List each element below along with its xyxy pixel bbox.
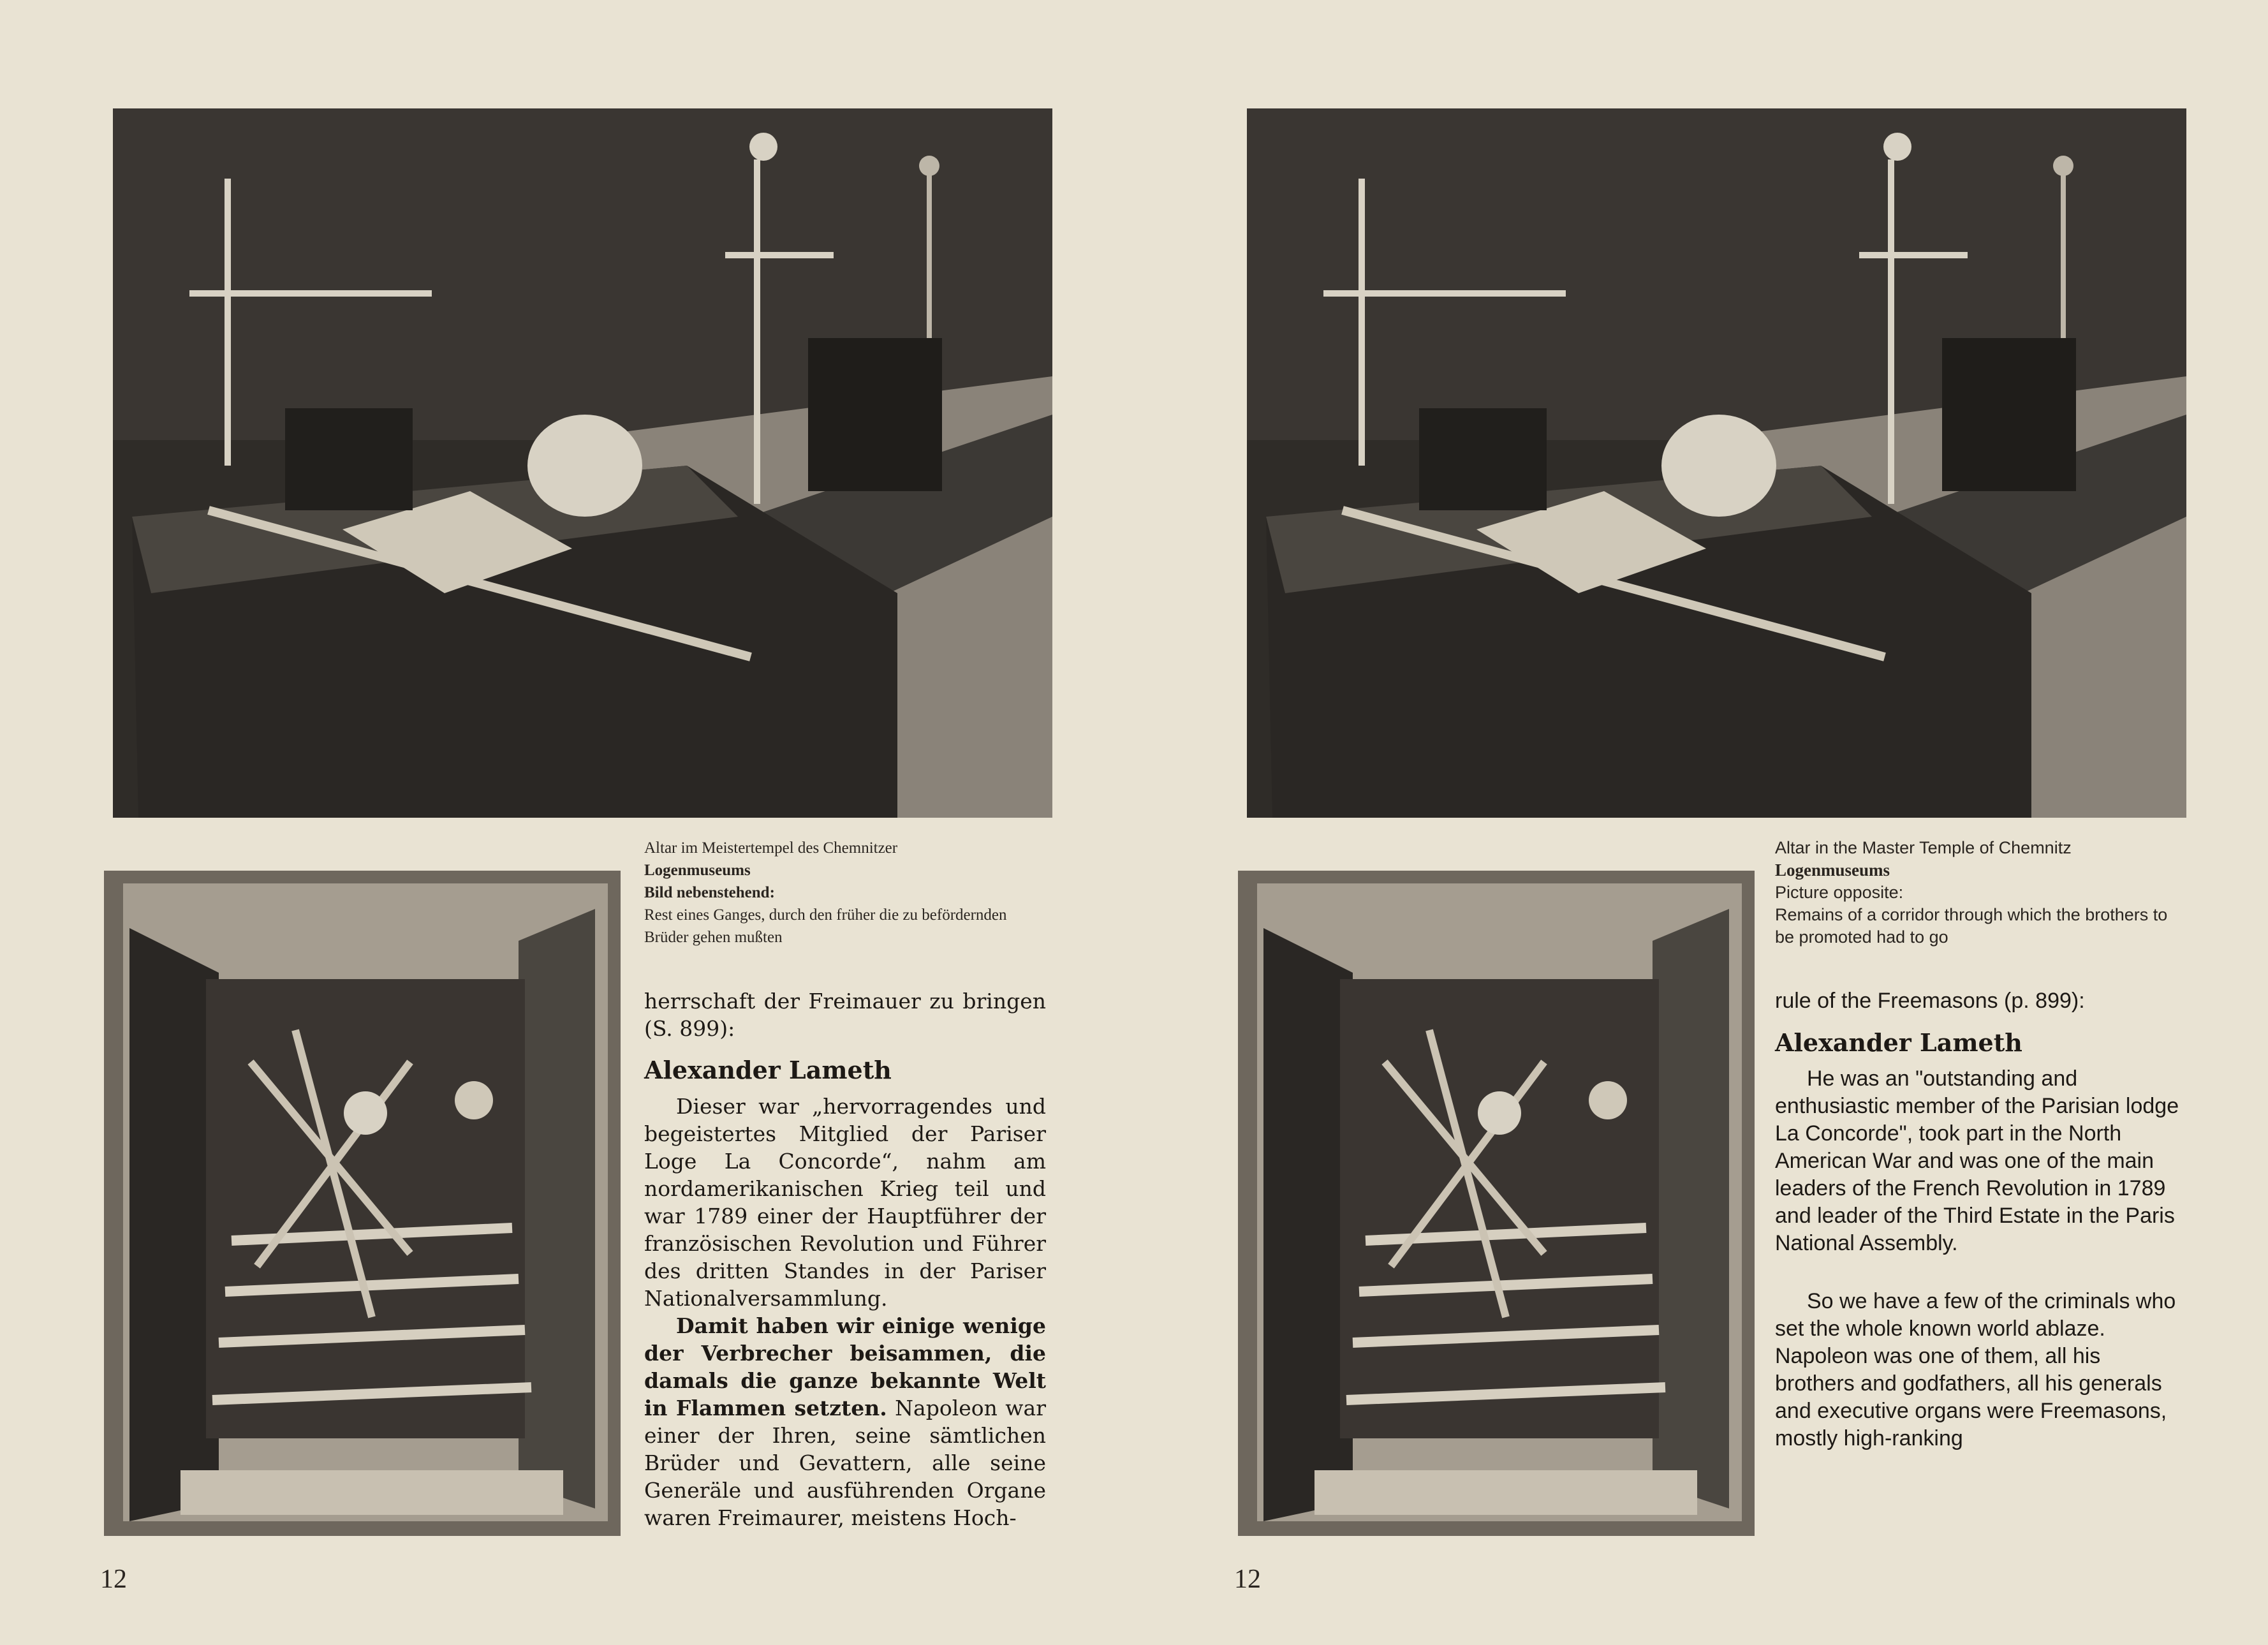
corridor-photo: [104, 871, 621, 1536]
paragraph-1: He was an "outstanding and enthusiastic member of the Parisian lodge La Concorde", took part in the North American War and was one of the main leaders of the French Revolution in 1789 and leader of the Third Estate in the Paris National Assembly.: [1775, 1066, 2179, 1255]
corridor-photo-copy-image: [1238, 871, 1755, 1536]
paragraph-2-bold: Damit haben wir einige wenige der Verbrecher beisammen, die damals die ganze bekannte Welt in Flammen setzten.: [644, 1313, 1046, 1420]
paragraph-2-rest: Napoleon war einer der Ihren, seine sämtlichen Brüder und Gevattern, alle seine Generäle und ausführenden Organe waren Freimaurer, meistens Hoch-: [644, 1396, 1046, 1530]
altar-photo-copy: [1247, 108, 2186, 818]
altar-photo-image: [113, 108, 1052, 818]
caption-line-3: Picture opposite:: [1775, 883, 1904, 902]
paragraph-1: Dieser war „hervorragendes und begeistertes Mitglied der Pariser Loge La Concorde“, nahm am nordamerikanischen Krieg teil und war 1789 einer der Hauptführer der französischen Revolution und Führer des dritten Standes in der Pariser Nationalversammlung.: [644, 1094, 1046, 1311]
caption-line-1: Altar in the Master Temple of Chemnitz: [1775, 838, 2072, 857]
caption-line-3: Bild nebenstehend:: [644, 884, 775, 901]
section-heading: Alexander Lameth: [1775, 1028, 2022, 1057]
caption-line-4: Rest eines Ganges, durch den früher die zu befördernden Brüder gehen mußten: [644, 906, 1007, 946]
caption-line-1: Altar im Meistertempel des Chemnitzer: [644, 839, 898, 857]
article-text-translation: [1775, 987, 2183, 1452]
article-text: [644, 987, 1046, 1531]
caption-line-2: Logenmuseums: [644, 862, 751, 879]
page-number: 12: [1234, 1565, 1261, 1594]
corridor-photo-image: [104, 871, 621, 1536]
section-heading: Alexander Lameth: [644, 1056, 892, 1084]
paragraph-2: So we have a few of the criminals who set the whole known world ablaze. Napoleon was one of them, all his brothers and godfathers, all his generals and executive organs were Freemasons, mostly high-ranking: [1775, 1289, 2176, 1450]
altar-photo-copy-image: [1247, 108, 2186, 818]
page-number: 12: [100, 1565, 127, 1594]
caption-line-2: Logenmuseums: [1775, 860, 1890, 880]
paragraph-2: [644, 1312, 1046, 1531]
right-page: [1134, 0, 2268, 1645]
lead-line: herrschaft der Freimauer zu bringen (S. 899):: [644, 989, 1046, 1041]
corridor-photo-copy: [1238, 871, 1755, 1536]
caption-line-4: Remains of a corridor through which the brothers to be promoted had to go: [1775, 905, 2168, 947]
altar-photo: [113, 108, 1052, 818]
photo-caption: [644, 837, 1046, 948]
photo-caption-translation: [1775, 837, 2177, 948]
lead-line: rule of the Freemasons (p. 899):: [1775, 989, 2085, 1013]
